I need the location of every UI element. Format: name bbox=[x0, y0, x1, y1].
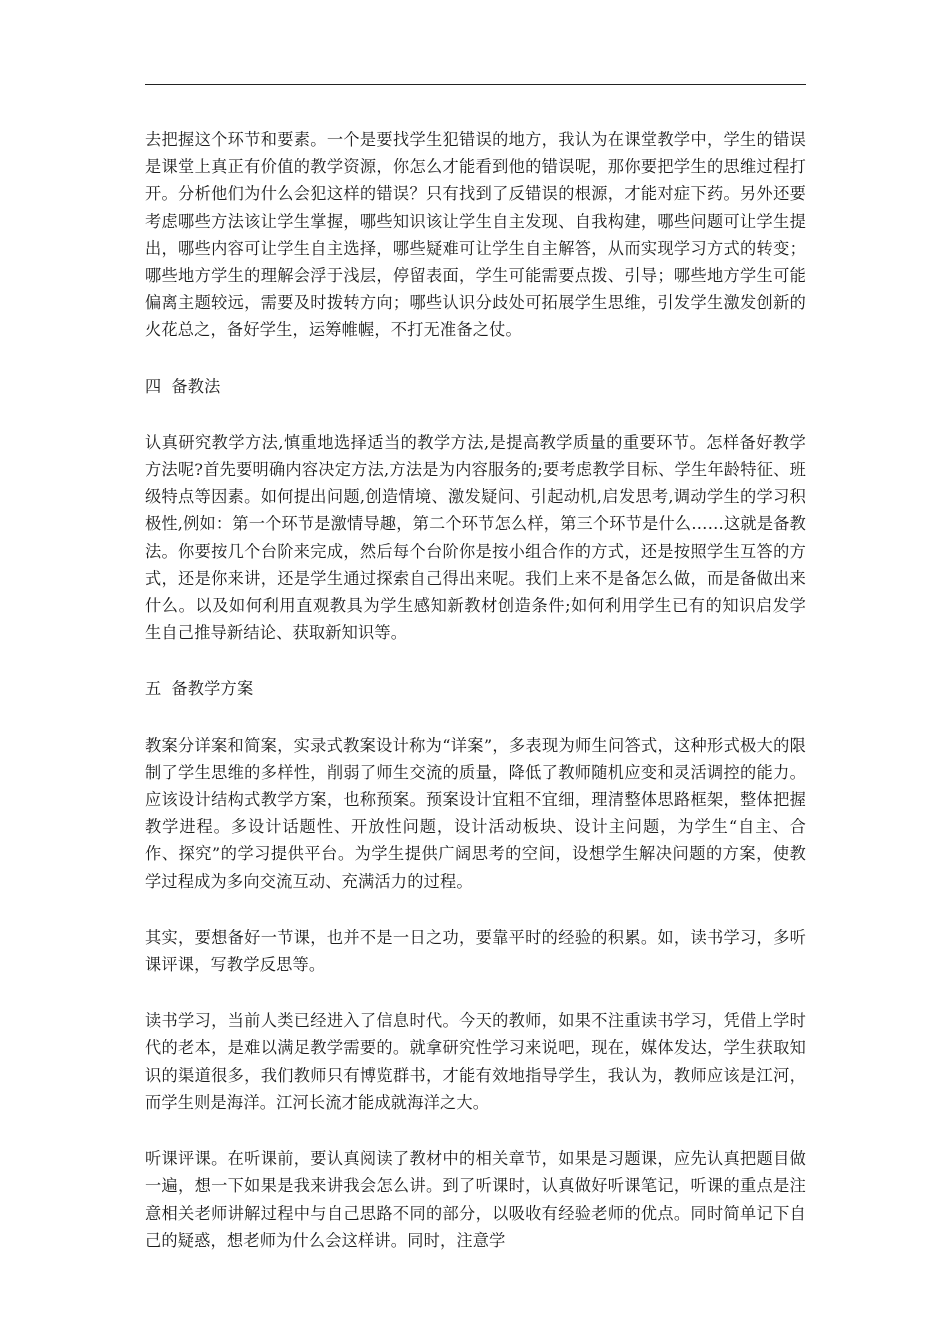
section-heading-teaching-methods bbox=[145, 373, 806, 400]
section-title: 备教学方案 bbox=[171, 679, 254, 699]
header-rule bbox=[145, 84, 806, 85]
paragraph-observation: 听课评课。在听课前，要认真阅读了教材中的相关章节，如果是习题课，应先认真把题目做一遍，想一下如果是我来讲我会怎么讲。到了听课时，认真做好听课笔记，听课的重点是注意相关老师讲解过程中与自己思路不同的部分，以吸收有经验老师的优点。同时简单记下自己的疑惑，想老师为什么会这样讲。同时，注意学 bbox=[145, 1149, 806, 1250]
section-heading-teaching-plan bbox=[145, 675, 806, 702]
paragraph-accumulation: 其实，要想备好一节课，也并不是一日之功，要靠平时的经验的积累。如，读书学习，多听课评课，写教学反思等。 bbox=[145, 927, 806, 975]
paragraph-lesson-plan: 教案分详案和简案，实录式教案设计称为“详案”，多表现为师生问答式，这种形式极大的限制了学生思维的多样性，削弱了师生交流的质量，降低了教师随机应变和灵活调控的能力。应该设计结构式教学方案，也称预案。预案设计宜粗不宜细，理清整体思路框架，整体把握教学进程。多设计话题性、开放性问题，设计活动板块、设计主问题，为学生“自主、合作、探究”的学习提供平台。为学生提供广阔思考的空间，设想学生解决问题的方案，使教学过程成为多向交流互动、充满活力的过程。 bbox=[145, 735, 806, 891]
paragraph-teaching-methods: 认真研究教学方法,慎重地选择适当的教学方法,是提高教学质量的重要环节。怎样备好教学方法呢?首先要明确内容决定方法,方法是为内容服务的;要考虑教学目标、学生年龄特征、班级特点等因素。如何提出问题,创造情境、激发疑问、引起动机,启发思考,调动学生的学习积极性,例如：第一个环节是激情导趣，第二个环节怎么样，第三个环节是什么……这就是备教法。你要按几个台阶来完成，然后每个台阶你是按小组合作的方式，还是按照学生互答的方式，还是你来讲，还是学生通过探索自己得出来呢。我们上来不是备怎么做，而是备做出来什么。以及如何利用直观教具为学生感知新教材创造条件;如何利用学生已有的知识启发学生自己推导新结论、获取新知识等。 bbox=[145, 432, 806, 643]
paragraph-students: 去把握这个环节和要素。一个是要找学生犯错误的地方，我认为在课堂教学中，学生的错误是课堂上真正有价值的教学资源，你怎么才能看到他的错误呢，那你要把学生的思维过程打开。分析他们为什么会犯这样的错误？只有找到了反错误的根源，才能对症下药。另外还要考虑哪些方法该让学生掌握，哪些知识该让学生自主发现、自我构建，哪些问题可让学生提出，哪些内容可让学生自主选择，哪些疑难可让学生自主解答，从而实现学习方式的转变；哪些地方学生的理解会浮于浅层，停留表面，学生可能需要点拨、引导；哪些地方学生可能偏离主题较远，需要及时拨转方向；哪些认识分歧处可拓展学生思维，引发学生激发创新的火花总之，备好学生，运筹帷幄，不打无准备之仗。 bbox=[145, 130, 806, 340]
section-title: 备教法 bbox=[171, 376, 221, 396]
section-number: 四 bbox=[145, 376, 162, 396]
document-body bbox=[145, 126, 806, 1283]
section-number: 五 bbox=[145, 679, 162, 699]
paragraph-reading: 读书学习，当前人类已经进入了信息时代。今天的教师，如果不注重读书学习，凭借上学时代的老本，是难以满足教学需要的。就拿研究性学习来说吧，现在，媒体发达，学生获取知识的渠道很多，我们教师只有博览群书，才能有效地指导学生，我认为，教师应该是江河，而学生则是海洋。江河长流才能成就海洋之大。 bbox=[145, 1011, 806, 1112]
